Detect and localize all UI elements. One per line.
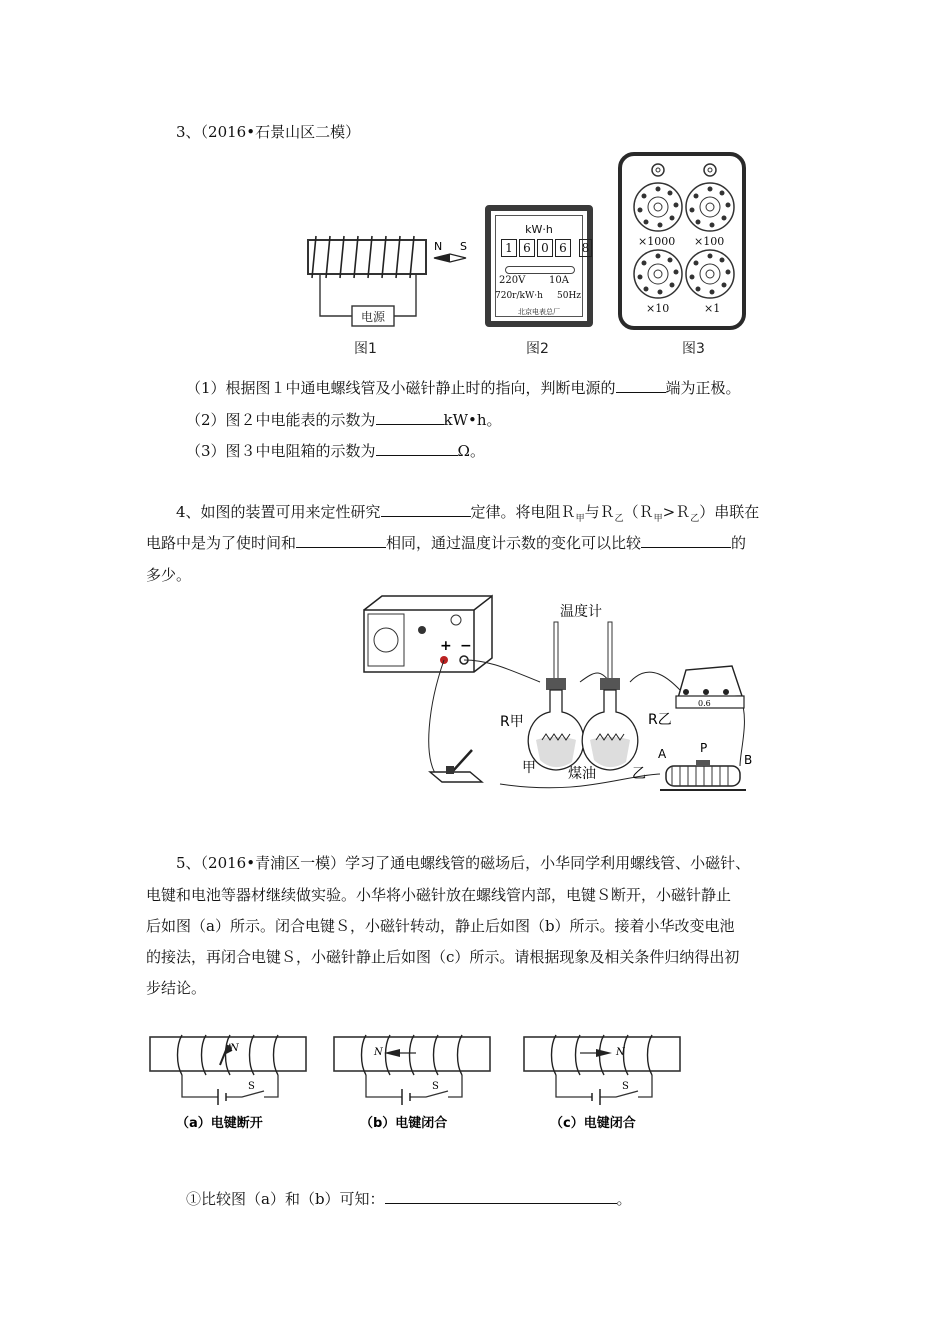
thermometer-label: 温度计 — [560, 604, 602, 620]
mult-1: ×1 — [704, 302, 721, 315]
q4-text-2b: 相同，通过温度计示数的变化可以比较 — [386, 534, 642, 552]
meter-rating-1: 220V — [499, 275, 526, 286]
answer-blank[interactable] — [385, 1189, 617, 1204]
answer-blank[interactable] — [641, 533, 731, 548]
meter-maker: 北京电表总厂 — [518, 308, 560, 316]
q5b-n: N — [374, 1047, 383, 1058]
fig1-caption: 图1 — [354, 341, 377, 357]
q3-sub3-text: （3）图３中电阻箱的示数为 — [186, 442, 376, 460]
mult-1000: ×1000 — [638, 235, 676, 248]
rheo-a: A — [658, 747, 667, 761]
q5-answer1 — [186, 1189, 632, 1209]
q4-text-c: 与Ｒ — [584, 503, 615, 521]
q5-line2: 电键和电池等器材继续做实验。小华将小磁针放在螺线管内部，电键Ｓ断开，小磁针静止 — [146, 886, 732, 904]
kerosene-label: 煤油 — [568, 766, 596, 782]
q4-joule-apparatus — [360, 600, 780, 820]
meter-digit: 0 — [537, 239, 553, 257]
r-jia-label: R甲 — [500, 714, 524, 730]
q3-sub1-tail: 端为正极。 — [665, 379, 741, 397]
q5-line1: 5、（2016•青浦区一模）学习了通电螺线管的磁场后，小华同学利用螺线管、小磁针、 — [176, 854, 751, 872]
q4-text-b: 定律。将电阻Ｒ — [470, 503, 576, 521]
q3-figure-2-meter — [485, 205, 593, 327]
sub-yi: 乙 — [614, 514, 624, 524]
q5c-caption: （c）电键闭合 — [550, 1116, 636, 1131]
q3-sub1 — [186, 378, 741, 398]
q3-title: 3、（2016•石景山区二模） — [176, 123, 361, 141]
mult-10: ×10 — [646, 302, 670, 315]
q3-sub3-tail: Ω。 — [457, 442, 485, 460]
r-yi-label: R乙 — [648, 712, 672, 728]
q5b-s: S — [432, 1081, 439, 1092]
q4-text-2c: 的 — [731, 534, 747, 552]
q4-line3: 多少。 — [146, 566, 192, 584]
answer-blank[interactable] — [616, 378, 666, 393]
answer-blank[interactable] — [376, 410, 444, 425]
q3-sub2-text: （2）图２中电能表的示数为 — [186, 411, 376, 429]
q5-figure-a — [146, 1035, 316, 1150]
jia-label: 甲 — [522, 760, 536, 776]
q5-line4: 的接法，再闭合电键Ｓ，小磁针静止后如图（c）所示。请根据现象及相关条件归纳得出初 — [146, 948, 740, 966]
q5a-s: S — [248, 1081, 255, 1092]
rheo-b: B — [744, 753, 753, 767]
fig3-caption: 图3 — [682, 341, 705, 357]
answer-blank[interactable] — [381, 502, 471, 517]
q3-figure-1 — [300, 232, 480, 362]
q4-text-d: （Ｒ — [623, 503, 654, 521]
q5b-caption: （b）电键闭合 — [360, 1116, 448, 1131]
answer-blank[interactable] — [296, 533, 386, 548]
q4-text-2a: 电路中是为了使时间和 — [146, 534, 297, 552]
meter-rating-4: 50Hz — [557, 291, 582, 301]
q5-line3: 后如图（a）所示。闭合电键Ｓ，小磁针转动，静止后如图（b）所示。接着小华改变电池 — [146, 917, 735, 935]
pole-n: N — [434, 240, 443, 253]
q3-sub3 — [186, 441, 485, 461]
q4-line2 — [146, 533, 746, 553]
q5a-caption: （a）电键断开 — [176, 1116, 263, 1131]
rheo-p: P — [700, 741, 708, 755]
meter-digit: 6 — [555, 239, 571, 257]
q4-line1 — [176, 502, 759, 529]
fig2-caption: 图2 — [526, 341, 549, 357]
q5-line5: 步结论。 — [146, 979, 207, 997]
supply-minus: − — [460, 638, 472, 654]
q3-sub1-text: （1）根据图１中通电螺线管及小磁针静止时的指向，判断电源的 — [186, 379, 616, 397]
supply-plus: + — [440, 638, 452, 654]
q4-text-f: ）串联在 — [699, 503, 760, 521]
q5a-n: N — [230, 1043, 239, 1054]
q5-figure-b — [330, 1035, 500, 1150]
meter-rating-3: 720r/kW·h — [495, 291, 543, 301]
q3-sub2 — [186, 410, 502, 430]
q5-figure-c — [520, 1035, 690, 1150]
sub-jia: 甲 — [575, 514, 585, 524]
pole-s: S — [460, 240, 467, 253]
q5-answer1-text: ①比较图（a）和（b）可知： — [186, 1190, 385, 1208]
meter-disc-icon — [505, 266, 575, 274]
power-label: 电源 — [360, 310, 386, 324]
yi-label: 乙 — [632, 766, 646, 782]
meter-digit: 6 — [519, 239, 535, 257]
meter-digit-decimal: 8 — [579, 239, 592, 257]
q3-sub2-tail: kW•h。 — [443, 411, 502, 429]
q5-answer1-tail: 。 — [616, 1190, 632, 1208]
mult-100: ×100 — [694, 235, 725, 248]
sub-yi: 乙 — [690, 514, 700, 524]
meter-rating-2: 10A — [549, 275, 569, 286]
meter-digits — [501, 239, 592, 257]
meter-unit: kW·h — [525, 223, 553, 236]
meter-digit: 1 — [501, 239, 517, 257]
q4-text-a: 4、如图的装置可用来定性研究 — [176, 503, 381, 521]
answer-blank[interactable] — [376, 441, 458, 456]
q5c-s: S — [622, 1081, 629, 1092]
sub-jia: 甲 — [653, 514, 663, 524]
q4-text-e: >Ｒ — [662, 503, 691, 521]
q5c-n: N — [616, 1047, 625, 1058]
ammeter-scale: 0.6 — [698, 699, 711, 708]
